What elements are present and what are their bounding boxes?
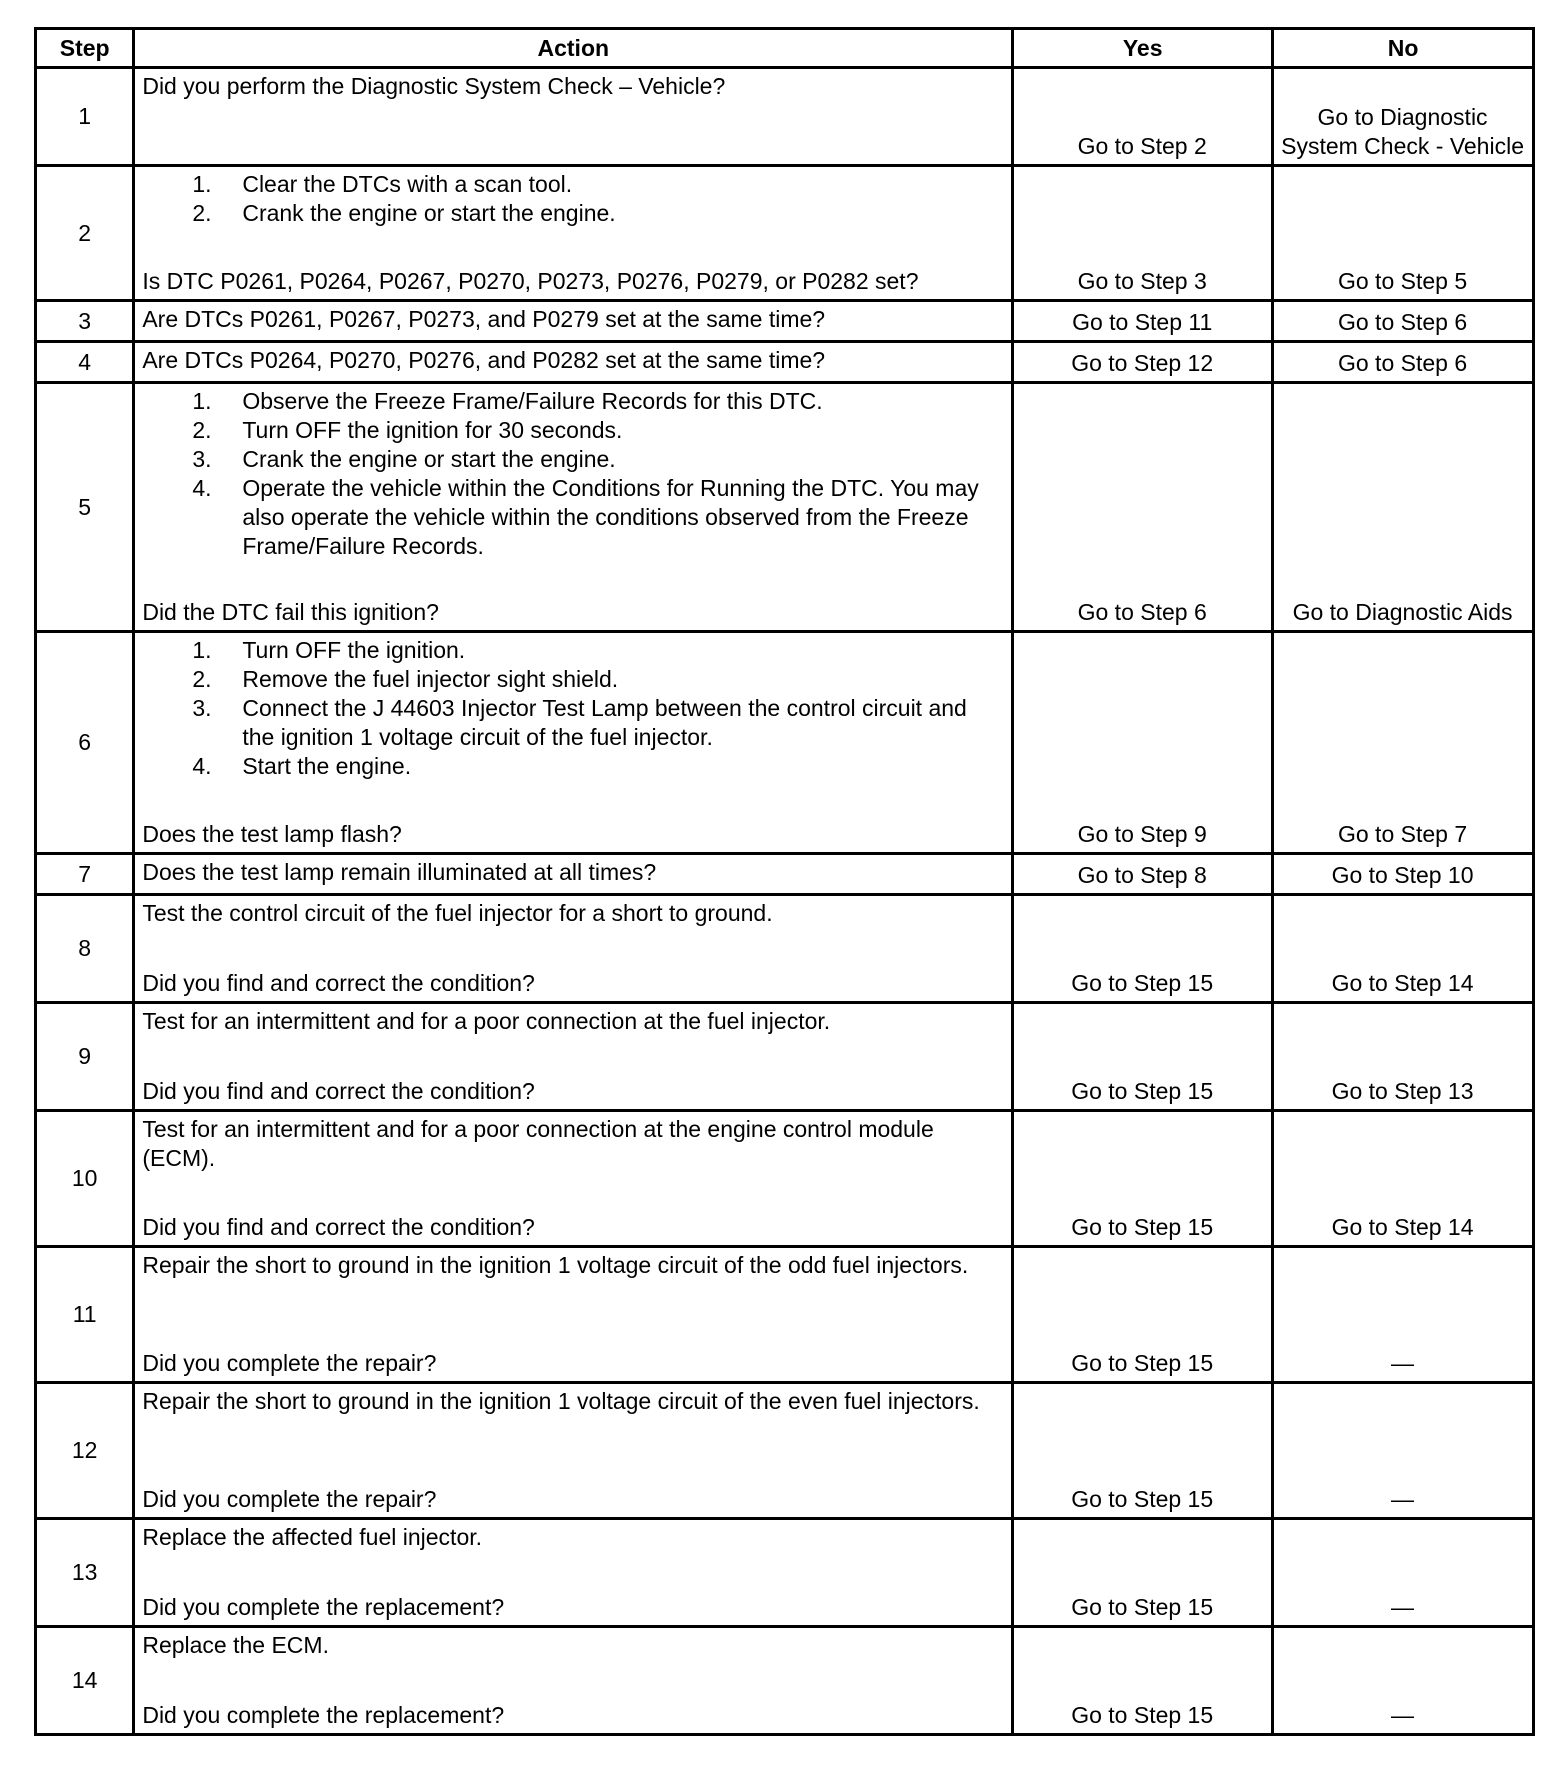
list-item-text: Clear the DTCs with a scan tool. (242, 171, 573, 197)
table-row (36, 1383, 1534, 1519)
table-row (36, 1247, 1534, 1383)
step-number: 14 (36, 1627, 134, 1735)
action-instructions (142, 899, 1003, 928)
action-question: Are DTCs P0261, P0267, P0273, and P0279 set at the same time? (142, 306, 826, 332)
action-intro: Test for an intermittent and for a poor connection at the engine control module (ECM). (142, 1116, 934, 1171)
yes-result: Go to Step 12 (1013, 342, 1273, 383)
yes-result: Go to Step 15 (1013, 1627, 1273, 1735)
yes-result: Go to Step 6 (1013, 383, 1273, 632)
action-content (142, 387, 1003, 627)
table-row (36, 1003, 1534, 1111)
step-number: 1 (36, 68, 134, 166)
no-result: — (1273, 1383, 1534, 1519)
header-row (36, 29, 1534, 68)
no-result: — (1273, 1627, 1534, 1735)
yes-result: Go to Step 15 (1013, 1111, 1273, 1247)
yes-result: Go to Step 15 (1013, 1247, 1273, 1383)
action-intro: Replace the affected fuel injector. (142, 1524, 483, 1550)
table-row (36, 166, 1534, 301)
list-item (192, 199, 1003, 228)
yes-result: Go to Step 15 (1013, 895, 1273, 1003)
action-content (142, 1115, 1003, 1242)
action-question: Did you find and correct the condition? (142, 1078, 535, 1104)
action-question: Did you complete the replacement? (142, 1594, 505, 1620)
list-item-number: 1. (192, 637, 212, 663)
step-number: 13 (36, 1519, 134, 1627)
table-row (36, 68, 1534, 166)
list-item-text: Crank the engine or start the engine. (242, 446, 616, 472)
list-item-number: 2. (192, 200, 212, 226)
action-instructions (142, 170, 1003, 228)
action-content (142, 1631, 1003, 1730)
action-cell (134, 1519, 1013, 1627)
no-result: Go to Diagnostic System Check - Vehicle (1273, 68, 1534, 166)
action-cell (134, 1247, 1013, 1383)
no-result: — (1273, 1247, 1534, 1383)
action-cell (134, 895, 1013, 1003)
list-item (192, 445, 1003, 474)
action-content (142, 899, 1003, 998)
list-item-text: Crank the engine or start the engine. (242, 200, 616, 226)
list-item (192, 665, 1003, 694)
action-intro: Test for an intermittent and for a poor connection at the fuel injector. (142, 1008, 831, 1034)
action-cell (134, 166, 1013, 301)
table-row (36, 1519, 1534, 1627)
action-content (142, 1007, 1003, 1106)
list-item (192, 694, 1003, 752)
action-instructions (142, 636, 1003, 781)
list-item-text: Remove the fuel injector sight shield. (242, 666, 619, 692)
list-item-number: 2. (192, 666, 212, 692)
yes-result: Go to Step 15 (1013, 1519, 1273, 1627)
action-cell (134, 854, 1013, 895)
action-question: Does the test lamp flash? (142, 821, 402, 847)
yes-result: Go to Step 2 (1013, 68, 1273, 166)
list-item-number: 4. (192, 475, 212, 501)
action-content (142, 72, 1003, 161)
no-result: Go to Step 13 (1273, 1003, 1534, 1111)
action-cell (134, 1383, 1013, 1519)
table-row (36, 1627, 1534, 1735)
action-question: Did you complete the repair? (142, 1486, 437, 1512)
action-instructions (142, 1387, 1003, 1416)
action-instructions (142, 1523, 1003, 1552)
table-row (36, 632, 1534, 854)
action-cell (134, 1111, 1013, 1247)
action-content (142, 1387, 1003, 1514)
action-content (142, 1251, 1003, 1378)
action-content (142, 305, 1003, 337)
table-row (36, 854, 1534, 895)
header-no: No (1273, 29, 1534, 68)
step-number: 3 (36, 301, 134, 342)
list-item-text: Operate the vehicle within the Conditions for Running the DTC. You may also operate the vehicle within the conditions observed from the Freeze Frame/Failure Records. (242, 475, 979, 559)
step-number: 6 (36, 632, 134, 854)
list-item-text: Connect the J 44603 Injector Test Lamp between the control circuit and the ignition 1 voltage circuit of the fuel injector. (242, 695, 967, 750)
step-number: 4 (36, 342, 134, 383)
no-result: Go to Step 14 (1273, 1111, 1534, 1247)
diagnostic-table (34, 27, 1535, 1736)
action-question: Are DTCs P0264, P0270, P0276, and P0282 set at the same time? (142, 347, 826, 373)
list-item (192, 752, 1003, 781)
list-item (192, 474, 1003, 561)
no-result: Go to Step 5 (1273, 166, 1534, 301)
table-row (36, 301, 1534, 342)
yes-result: Go to Step 11 (1013, 301, 1273, 342)
action-question: Did you perform the Diagnostic System Check – Vehicle? (142, 73, 726, 99)
action-cell (134, 1627, 1013, 1735)
action-instructions (142, 1631, 1003, 1660)
list-item-text: Observe the Freeze Frame/Failure Records for this DTC. (242, 388, 823, 414)
yes-result: Go to Step 3 (1013, 166, 1273, 301)
table-row (36, 1111, 1534, 1247)
table-body (36, 68, 1534, 1735)
step-number: 5 (36, 383, 134, 632)
yes-result: Go to Step 15 (1013, 1383, 1273, 1519)
action-steps-list (142, 387, 1003, 561)
action-steps-list (142, 170, 1003, 228)
header-yes: Yes (1013, 29, 1273, 68)
list-item-number: 2. (192, 417, 212, 443)
step-number: 11 (36, 1247, 134, 1383)
header-step: Step (36, 29, 134, 68)
action-cell (134, 342, 1013, 383)
no-result: Go to Step 14 (1273, 895, 1534, 1003)
action-question: Did the DTC fail this ignition? (142, 599, 439, 625)
no-result: Go to Step 6 (1273, 342, 1534, 383)
list-item-number: 3. (192, 695, 212, 721)
action-cell (134, 1003, 1013, 1111)
step-number: 12 (36, 1383, 134, 1519)
header-action: Action (134, 29, 1013, 68)
list-item (192, 170, 1003, 199)
action-question: Did you complete the repair? (142, 1350, 437, 1376)
action-question: Does the test lamp remain illuminated at all times? (142, 859, 657, 885)
action-question: Did you find and correct the condition? (142, 1214, 535, 1240)
list-item-text: Start the engine. (242, 753, 412, 779)
yes-result: Go to Step 15 (1013, 1003, 1273, 1111)
list-item-number: 1. (192, 388, 212, 414)
step-number: 7 (36, 854, 134, 895)
action-instructions (142, 387, 1003, 561)
yes-result: Go to Step 9 (1013, 632, 1273, 854)
no-result: — (1273, 1519, 1534, 1627)
action-instructions (142, 1007, 1003, 1036)
action-intro: Repair the short to ground in the ignition 1 voltage circuit of the even fuel injectors. (142, 1388, 980, 1414)
action-intro: Test the control circuit of the fuel injector for a short to ground. (142, 900, 773, 926)
action-question: Did you complete the replacement? (142, 1702, 505, 1728)
list-item-number: 3. (192, 446, 212, 472)
step-number: 9 (36, 1003, 134, 1111)
action-intro: Repair the short to ground in the ignition 1 voltage circuit of the odd fuel injectors. (142, 1252, 969, 1278)
list-item (192, 416, 1003, 445)
action-cell (134, 301, 1013, 342)
step-number: 8 (36, 895, 134, 1003)
step-number: 10 (36, 1111, 134, 1247)
list-item-number: 1. (192, 171, 212, 197)
action-cell (134, 383, 1013, 632)
action-content (142, 346, 1003, 378)
no-result: Go to Step 10 (1273, 854, 1534, 895)
list-item (192, 387, 1003, 416)
action-content (142, 1523, 1003, 1622)
list-item-number: 4. (192, 753, 212, 779)
action-cell (134, 68, 1013, 166)
list-item-text: Turn OFF the ignition. (242, 637, 466, 663)
action-steps-list (142, 636, 1003, 781)
table-row (36, 383, 1534, 632)
no-result: Go to Diagnostic Aids (1273, 383, 1534, 632)
table-row (36, 895, 1534, 1003)
action-question: Did you find and correct the condition? (142, 970, 535, 996)
no-result: Go to Step 7 (1273, 632, 1534, 854)
yes-result: Go to Step 8 (1013, 854, 1273, 895)
no-result: Go to Step 6 (1273, 301, 1534, 342)
action-instructions (142, 1115, 1003, 1173)
action-content (142, 636, 1003, 849)
table-row (36, 342, 1534, 383)
action-intro: Replace the ECM. (142, 1632, 329, 1658)
list-item-text: Turn OFF the ignition for 30 seconds. (242, 417, 623, 443)
step-number: 2 (36, 166, 134, 301)
action-instructions (142, 1251, 1003, 1280)
action-content (142, 858, 1003, 890)
action-content (142, 170, 1003, 296)
action-question: Is DTC P0261, P0264, P0267, P0270, P0273, P0276, P0279, or P0282 set? (142, 268, 919, 294)
list-item (192, 636, 1003, 665)
action-cell (134, 632, 1013, 854)
